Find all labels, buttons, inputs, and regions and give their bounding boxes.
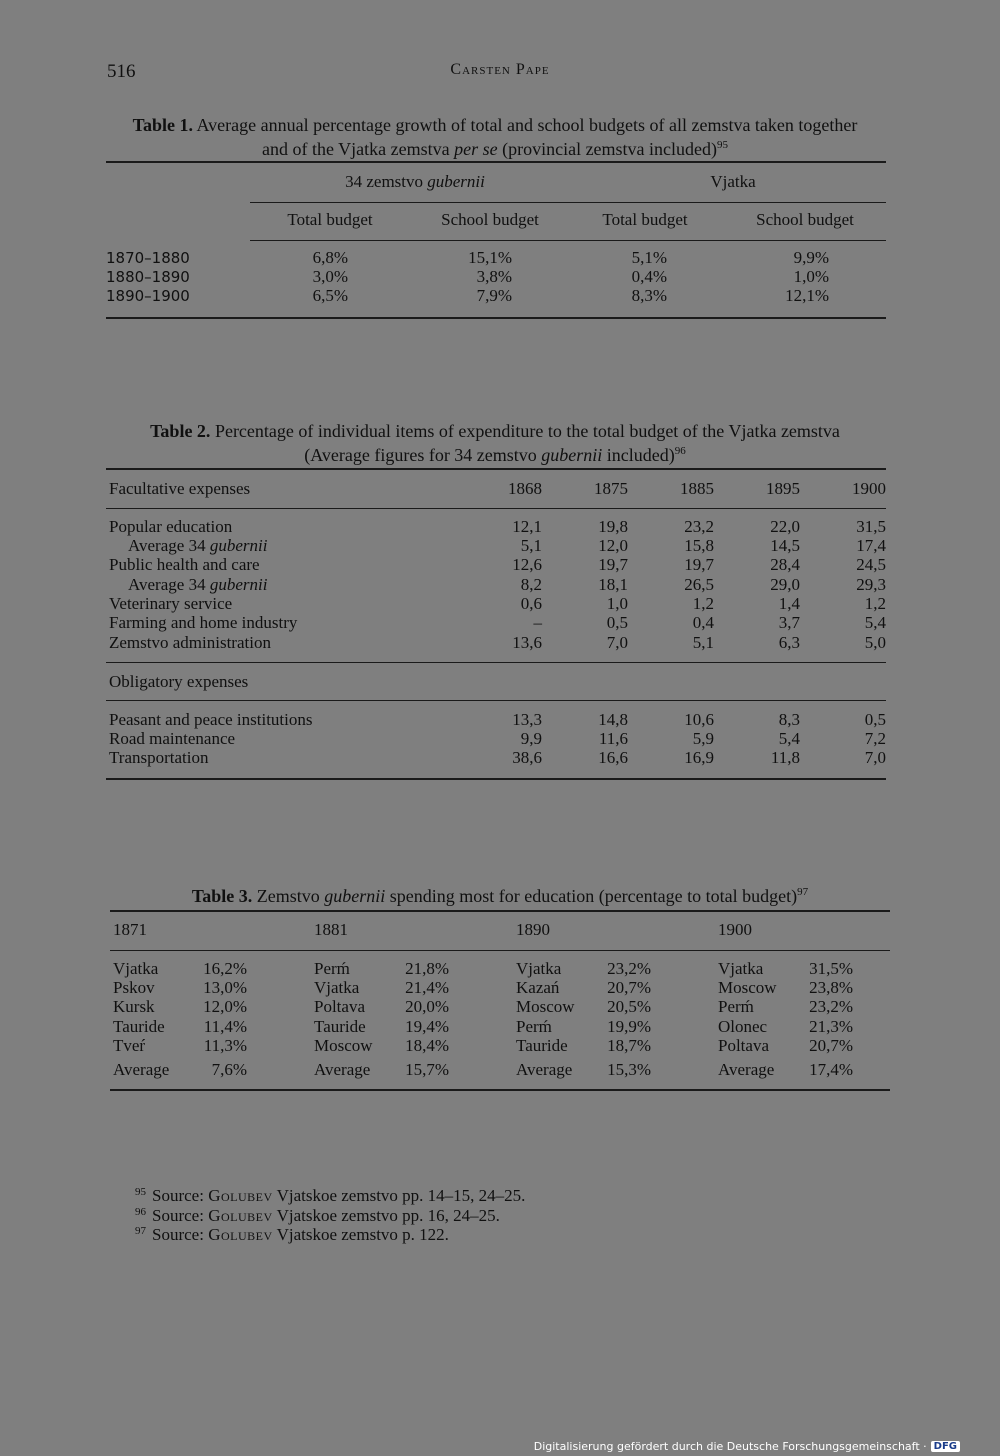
table3-province: Moscow (516, 997, 575, 1016)
table3-value: 20,5% (607, 997, 651, 1016)
table1-col-header: School budget (441, 210, 539, 229)
table3-province: Perḿ (516, 1017, 552, 1036)
table3-year-header: 1881 (314, 920, 348, 939)
table2-row-label: Road maintenance (109, 729, 236, 748)
table3-province: Kazań (516, 978, 560, 997)
table1-cell: 8,3% (631, 286, 667, 305)
table3-value: 19,4% (405, 1017, 449, 1036)
table3-value: 31,5% (809, 959, 853, 978)
table2-cell: 19,7 (598, 555, 628, 574)
table3-average-label: Average (718, 1060, 775, 1079)
table3-value: 13,0% (203, 978, 247, 997)
footnote-97: $^{97}$ Source: Golubev Vjatskoe zemstvo p. 122. (135, 1225, 449, 1244)
table2-caption-line2: (Average figures for 34 zemstvo gubernii included)$^{96}$ (304, 445, 686, 465)
table2-cell: 13,6 (512, 633, 542, 652)
table2-cell: – (533, 613, 542, 632)
table1-period: 1870–1880 (106, 249, 190, 267)
table2-cell: 7,0 (864, 748, 886, 767)
table2-row-label: Public health and care (109, 555, 260, 574)
table2-cell: 9,9 (520, 729, 542, 748)
table3-value: 21,4% (405, 978, 449, 997)
table3-province: Tauride (113, 1017, 165, 1036)
digitization-notice (534, 1440, 960, 1453)
table1-cell: 6,5% (312, 286, 348, 305)
table2-footnote-ref: 96 (674, 445, 686, 457)
table3-value: 23,2% (607, 959, 651, 978)
table2-cell: 38,6 (512, 748, 542, 767)
table2-section-obligatory: Obligatory expenses (109, 672, 249, 691)
table3-average-label: Average (516, 1060, 573, 1079)
table2-cell: 24,5 (856, 555, 886, 574)
table3-caption-label: Table 3. (191, 886, 253, 906)
table1-cell: 5,1% (631, 248, 667, 267)
table1-col-header: Total budget (287, 210, 373, 229)
table2-year-header: 1885 (680, 479, 714, 498)
table1-cell: 3,8% (476, 267, 512, 286)
table3-caption: Table 3. Zemstvo gubernii spending most for education (percentage to total budget)$^{97}$ (191, 886, 809, 906)
table2-cell: 5,4 (778, 729, 800, 748)
table2-row-label: Popular education (109, 517, 233, 536)
table3-average-value: 15,7% (405, 1060, 449, 1079)
table1-cell: 9,9% (793, 248, 829, 267)
table2-cell: 19,8 (598, 517, 628, 536)
table2-caption (100, 421, 890, 465)
table1-col-header: School budget (756, 210, 854, 229)
table3-province: Olonec (718, 1017, 768, 1036)
table2-cell: 15,8 (684, 536, 714, 555)
table2-cell: 5,1 (520, 536, 542, 555)
table3-value: 23,2% (809, 997, 853, 1016)
dfg-logo: DFG (931, 1441, 960, 1452)
table3-average-value: 15,3% (607, 1060, 651, 1079)
table2-row-label: Peasant and peace institutions (109, 710, 313, 729)
table3-province: Kursk (113, 997, 155, 1016)
table1-cell: 7,9% (476, 286, 512, 305)
table3-province: Tauride (516, 1036, 568, 1055)
table2-cell: 6,3 (778, 633, 800, 652)
table2-cell: 12,1 (512, 517, 542, 536)
table2-cell: 19,7 (684, 555, 714, 574)
table2-cell: 29,0 (770, 575, 800, 594)
table2-section-rule (106, 700, 886, 701)
table3-top-rule (110, 910, 890, 912)
table2-cell: 3,7 (778, 613, 800, 632)
table1-caption-label: Table 1. (132, 115, 193, 135)
table3-value: 21,8% (405, 959, 449, 978)
table3-value: 20,7% (607, 978, 651, 997)
table2-cell: 1,2 (864, 594, 886, 613)
table1-cell: 6,8% (312, 248, 348, 267)
table2-cell: 31,5 (856, 517, 886, 536)
table2-cell: 7,0 (606, 633, 628, 652)
table2-cell: 8,2 (520, 575, 542, 594)
table3-year-header: 1890 (516, 920, 550, 939)
table2-cell: 1,4 (778, 594, 800, 613)
table3-footnote-ref: 97 (797, 886, 809, 898)
table2-cell: 1,0 (606, 594, 628, 613)
table3-province: Poltava (718, 1036, 769, 1055)
table1-cell: 15,1% (468, 248, 512, 267)
table3-province: Perḿ (718, 997, 754, 1016)
table2-bottom-rule (106, 778, 886, 780)
table3-value: 23,8% (809, 978, 853, 997)
table2-row-label: Farming and home industry (109, 613, 298, 632)
table2-row-label: Average 34 gubernii (128, 575, 268, 594)
table2-cell: 0,6 (520, 594, 542, 613)
table1-caption-line2: and of the Vjatka zemstva per se (provincial zemstva included)$^{95}$ (261, 139, 729, 159)
table3-province: Vjatka (718, 959, 764, 978)
table3-average-value: 7,6% (211, 1060, 247, 1079)
table2-cell: 0,5 (864, 710, 886, 729)
table3-value: 20,0% (405, 997, 449, 1016)
table2-cell: 5,1 (692, 633, 714, 652)
table2-cell: 11,8 (770, 748, 800, 767)
table2-year-header: 1895 (766, 479, 800, 498)
table2-cell: 18,1 (598, 575, 628, 594)
table2-section-rule (106, 662, 886, 663)
table3-average-label: Average (113, 1060, 170, 1079)
table3-value: 19,9% (607, 1017, 651, 1036)
table3-value: 18,4% (405, 1036, 449, 1055)
table1-cell: 1,0% (793, 267, 829, 286)
table3-province: Pskov (113, 978, 155, 997)
table3-value: 21,3% (809, 1017, 853, 1036)
table2-cell: 22,0 (770, 517, 800, 536)
table3-value: 18,7% (607, 1036, 651, 1055)
table1-cell: 0,4% (631, 267, 667, 286)
table3-province: Moscow (314, 1036, 373, 1055)
digitization-text: Digitalisierung gefördert durch die Deutsche Forschungsgemeinschaft · (533, 1440, 927, 1453)
table2-row-label: Veterinary service (109, 594, 233, 613)
table1-caption (100, 115, 890, 159)
table1-cell: 3,0% (312, 267, 348, 286)
table3-year-header: 1900 (718, 920, 752, 939)
table2-cell: 12,6 (512, 555, 542, 574)
table2-cell: 11,6 (598, 729, 628, 748)
table1-period: 1880–1890 (106, 268, 190, 286)
footnote-95: $^{95}$ Source: Golubev Vjatskoe zemstvo pp. 14–15, 24–25. (135, 1186, 526, 1205)
page-number: 516 (107, 61, 136, 82)
table2-cell: 0,5 (606, 613, 628, 632)
table2-row-label: Average 34 gubernii (128, 536, 268, 555)
table3-year-header: 1871 (113, 920, 147, 939)
table2-header-rule (106, 508, 886, 509)
table3-value: 12,0% (203, 997, 247, 1016)
table2-cell: 0,4 (692, 613, 714, 632)
table2-cell: 5,0 (864, 633, 886, 652)
table1-footnote-ref: 95 (717, 139, 729, 151)
table1-col-header: Total budget (602, 210, 688, 229)
table2-row-label: Zemstvo administration (109, 633, 271, 652)
table1-period: 1890–1900 (106, 287, 190, 305)
table3-value: 16,2% (203, 959, 247, 978)
table3-bottom-rule (110, 1089, 890, 1091)
table2-caption-line1: Table 2. Percentage of individual items of expenditure to the total budget of the Vjatka zemstva (150, 421, 840, 441)
footnote-96: $^{96}$ Source: Golubev Vjatskoe zemstvo pp. 16, 24–25. (135, 1206, 500, 1225)
table2-year-header: 1875 (594, 479, 628, 498)
running-head: Carsten Pape (450, 61, 550, 78)
table3-average-label: Average (314, 1060, 371, 1079)
table1-caption-line1: Table 1. Average annual percentage growth of total and school budgets of all zemstva taken together (132, 115, 858, 135)
table2-cell: 14,8 (598, 710, 628, 729)
table2-cell: 29,3 (856, 575, 886, 594)
table2-top-rule (106, 468, 886, 470)
table3-province: Vjatka (516, 959, 562, 978)
table2-cell: 16,6 (598, 748, 628, 767)
table1-header-rule (250, 240, 886, 241)
table3-value: 11,3% (203, 1036, 247, 1055)
table2-cell: 23,2 (684, 517, 714, 536)
table2-year-header: 1868 (508, 479, 542, 498)
table2-cell: 5,9 (692, 729, 714, 748)
table2-cell: 14,5 (770, 536, 800, 555)
table2-cell: 16,9 (684, 748, 714, 767)
table2-cell: 26,5 (684, 575, 714, 594)
table2-cell: 7,2 (864, 729, 886, 748)
table2-cell: 1,2 (692, 594, 714, 613)
table3-province: Vjatka (113, 959, 159, 978)
table1-group-rule (250, 202, 886, 203)
table1-top-rule (106, 161, 886, 163)
table2-caption-label: Table 2. (150, 421, 211, 441)
table1-group-vjatka: Vjatka (710, 172, 756, 191)
table3-value: 11,4% (203, 1017, 247, 1036)
table2-cell: 12,0 (598, 536, 628, 555)
table2-cell: 10,6 (684, 710, 714, 729)
table3-province: Perḿ (314, 959, 350, 978)
table3-province: Tauride (314, 1017, 366, 1036)
table2-cell: 5,4 (864, 613, 886, 632)
table3-province: Tveŕ (113, 1036, 146, 1055)
table2-cell: 13,3 (512, 710, 542, 729)
table1-group-34: 34 zemstvo gubernii (345, 172, 485, 191)
table3-province: Poltava (314, 997, 365, 1016)
table3-header-rule (110, 950, 890, 951)
table3-province: Moscow (718, 978, 777, 997)
table2-section-facultative: Facultative expenses (109, 479, 251, 498)
table3-province: Vjatka (314, 978, 360, 997)
table2-cell: 8,3 (778, 710, 800, 729)
table2-row-label: Transportation (109, 748, 209, 767)
table2-cell: 28,4 (770, 555, 800, 574)
table3-value: 20,7% (809, 1036, 853, 1055)
table3-average-value: 17,4% (809, 1060, 853, 1079)
table2-cell: 17,4 (856, 536, 886, 555)
table1-bottom-rule (106, 317, 886, 319)
table1-cell: 12,1% (785, 286, 829, 305)
table2-year-header: 1900 (852, 479, 886, 498)
